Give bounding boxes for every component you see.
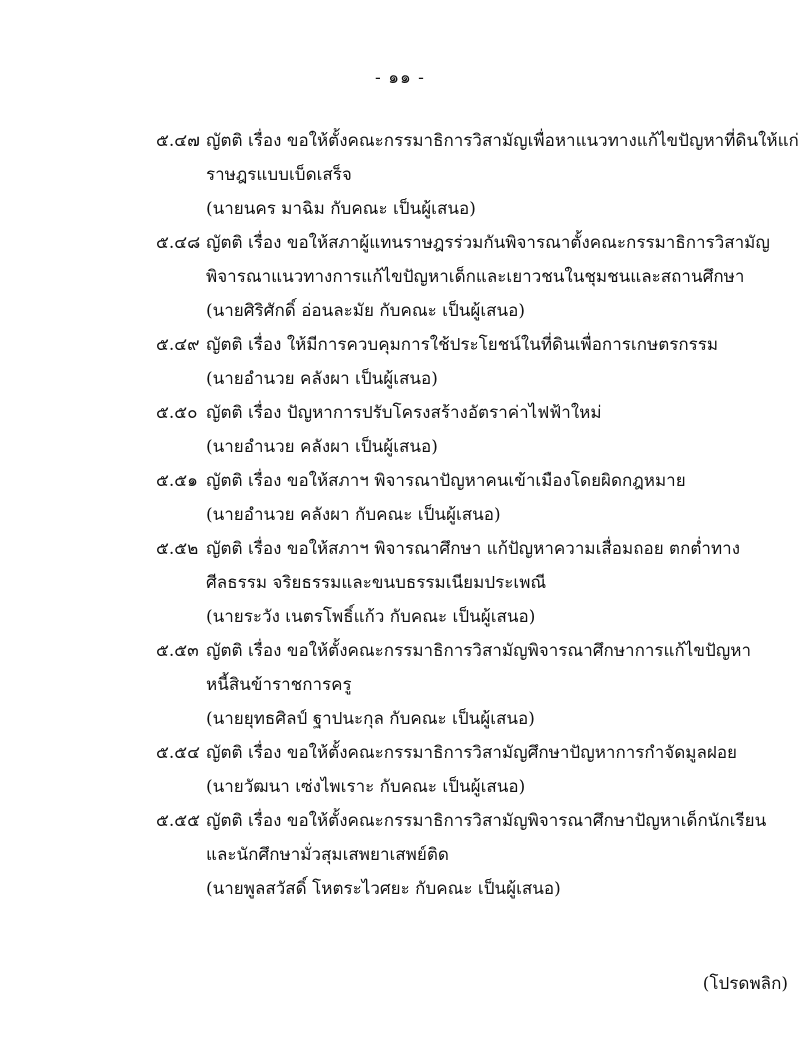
page-number: - ๑๑ -: [375, 68, 425, 88]
motion-text-line: ญัตติ เรื่อง ปัญหาการปรับโครงสร้างอัตราค่าไฟฟ้าใหม่: [206, 403, 602, 423]
motion-number: ๕.๕๔: [156, 743, 201, 763]
motion-item: [156, 328, 796, 396]
motion-number: ๕.๔๘: [156, 233, 201, 253]
motion-item: [156, 226, 796, 328]
motion-text-line: ศีลธรรม จริยธรรมและขนบธรรมเนียมประเพณี: [206, 573, 547, 593]
motion-text-line: พิจารณาแนวทางการแก้ไขปัญหาเด็กและเยาวชนในชุมชนและสถานศึกษา: [206, 267, 745, 287]
motion-text-line: ญัตติ เรื่อง ให้มีการควบคุมการใช้ประโยชน์ในที่ดินเพื่อการเกษตรกรรม: [206, 335, 719, 355]
motion-text-line: ญัตติ เรื่อง ขอให้สภาผู้แทนราษฎรร่วมกันพิจารณาตั้งคณะกรรมาธิการวิสามัญ: [206, 233, 770, 253]
motion-text-line: ญัตติ เรื่อง ขอให้สภาฯ พิจารณาปัญหาคนเข้าเมืองโดยผิดกฎหมาย: [206, 471, 686, 491]
motion-proposer: (นายอำนวย คลังผา กับคณะ เป็นผู้เสนอ): [206, 505, 501, 525]
motion-text-line: ญัตติ เรื่อง ขอให้ตั้งคณะกรรมาธิการวิสามัญเพื่อหาแนวทางแก้ไขปัญหาที่ดินให้แก่: [206, 131, 799, 151]
motion-item: [156, 124, 799, 226]
motion-proposer: (นายอำนวย คลังผา เป็นผู้เสนอ): [206, 437, 438, 457]
motion-number: ๕.๔๗: [156, 131, 200, 151]
motion-proposer: (นายพูลสวัสดิ์ โหตระไวศยะ กับคณะ เป็นผู้เสนอ): [206, 879, 561, 899]
motion-text-line: ญัตติ เรื่อง ขอให้ตั้งคณะกรรมาธิการวิสามัญพิจารณาศึกษาปัญหาเด็กนักเรียน: [206, 811, 767, 831]
motion-proposer: (นายศิริศักดิ์ อ่อนละมัย กับคณะ เป็นผู้เสนอ): [206, 301, 525, 321]
motion-text-line: ญัตติ เรื่อง ขอให้ตั้งคณะกรรมาธิการวิสามัญศึกษาปัญหาการกำจัดมูลฝอย: [206, 743, 738, 763]
motion-number: ๕.๔๙: [156, 335, 200, 355]
turn-page-note: (โปรดพลิก): [702, 974, 788, 994]
motion-proposer: (นายอำนวย คลังผา เป็นผู้เสนอ): [206, 369, 438, 389]
motion-text-line: ญัตติ เรื่อง ขอให้สภาฯ พิจารณาศึกษา แก้ปัญหาความเสื่อมถอย ตกต่ำทาง: [206, 539, 741, 559]
motion-number: ๕.๕๕: [156, 811, 201, 831]
motion-text-line: ญัตติ เรื่อง ขอให้ตั้งคณะกรรมาธิการวิสามัญพิจารณาศึกษาการแก้ไขปัญหา: [206, 641, 752, 661]
motion-item: [156, 804, 796, 906]
motion-text-line: หนี้สินข้าราชการครู: [206, 675, 352, 695]
motion-number: ๕.๕๑: [156, 471, 198, 491]
motion-item: [156, 634, 796, 736]
motion-item: [156, 396, 796, 464]
motion-item: [156, 532, 796, 634]
motion-list: [156, 124, 799, 906]
motion-number: ๕.๕๓: [156, 641, 199, 661]
motion-text-line: ราษฎรแบบเบ็ดเสร็จ: [206, 165, 352, 185]
motion-proposer: (นายนคร มาฉิม กับคณะ เป็นผู้เสนอ): [206, 199, 476, 219]
motion-number: ๕.๕๒: [156, 539, 199, 559]
motion-proposer: (นายยุทธศิลป์ ฐาปนะกุล กับคณะ เป็นผู้เสนอ): [206, 709, 535, 729]
motion-proposer: (นายวัฒนา เซ่งไพเราะ กับคณะ เป็นผู้เสนอ): [206, 777, 526, 797]
motion-number: ๕.๕๐: [156, 403, 198, 423]
motion-item: [156, 736, 796, 804]
motion-proposer: (นายระวัง เนตรโพธิ์แก้ว กับคณะ เป็นผู้เสนอ): [206, 607, 536, 627]
motion-text-line: และนักศึกษามั่วสุมเสพยาเสพย์ติด: [206, 845, 449, 865]
motion-item: [156, 464, 796, 532]
